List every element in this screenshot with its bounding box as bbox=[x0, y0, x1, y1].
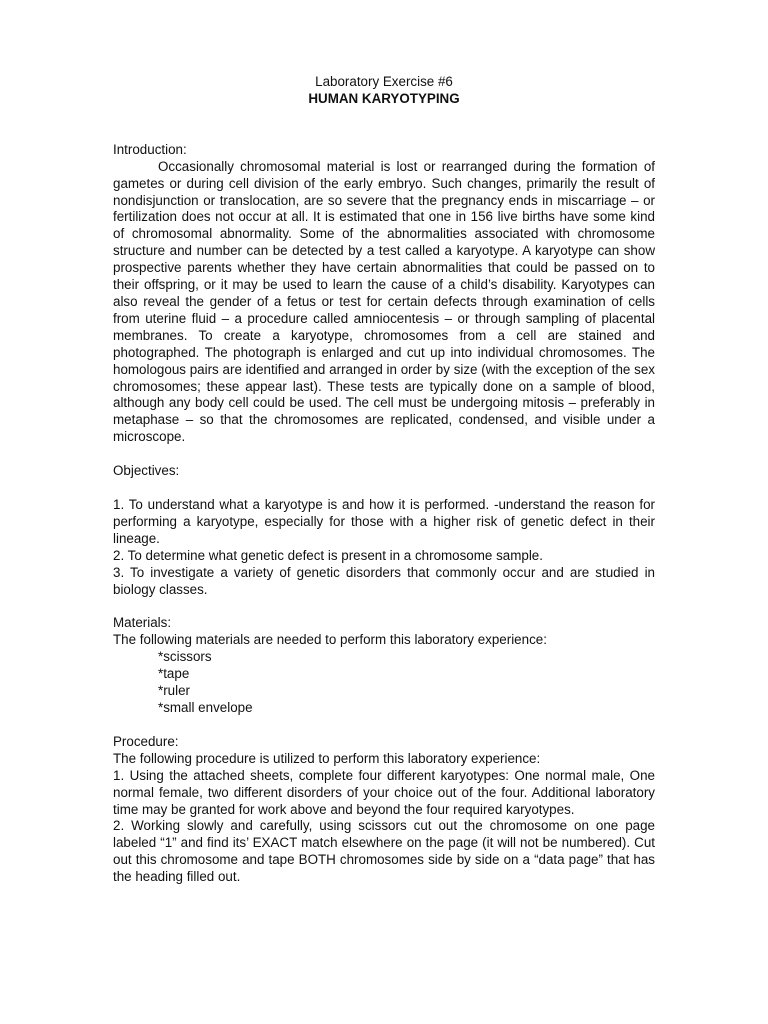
introduction-body: Occasionally chromosomal material is lost or rearranged during the formation of gametes or during cell division of the early embryo. Such changes, primarily the result of nondisjunction or translocation, are so severe that the pregnancy ends in miscarriage – or fertilization does not occur at all. It is estimated that one in 156 live births have some kind of chromosomal abnormality. Some of the abnormalities associated with chromosome structure and number can be detected by a test called a karyotype. A karyotype can show prospective parents whether they have certain abnormalities that could be passed on to their offspring, or it may be used to learn the cause of a child’s disability. Karyotypes can also reveal the gender of a fetus or test for certain defects through examination of cells from uterine fluid – a procedure called amniocentesis – or through sampling of placental membranes. To create a karyotype, chromosomes from a cell are stained and photographed. The photograph is enlarged and cut up into individual chromosomes. The homologous pairs are identified and arranged in order by size (with the exception of the sex chromosomes; these appear last). These tests are typically done on a sample of blood, although any body cell could be used. The cell must be undergoing mitosis – preferably in metaphase – so that the chromosomes are replicated, condensed, and visible under a microscope. bbox=[113, 158, 655, 445]
material-item-tape: *tape bbox=[158, 666, 190, 682]
materials-intro: The following materials are needed to perform this laboratory experience: bbox=[113, 632, 547, 648]
procedure-section bbox=[113, 734, 655, 886]
exercise-number: Laboratory Exercise #6 bbox=[315, 74, 453, 89]
document-title: HUMAN KARYOTYPING bbox=[308, 90, 460, 106]
objective-item-2: 2. To determine what genetic defect is present in a chromosome sample. bbox=[113, 547, 543, 563]
procedure-step-2: 2. Working slowly and carefully, using scissors cut out the chromosome on one page labeled “1” and find its’ EXACT match elsewhere on the page (it will not be numbered). Cut out this chromosome and tape BOTH chromosomes side by side on a “data page” that has the heading filled out. bbox=[113, 818, 655, 885]
material-item-ruler: *ruler bbox=[158, 683, 190, 699]
materials-heading: Materials: bbox=[113, 615, 172, 631]
objective-item-1: 1. To understand what a karyotype is and how it is performed. -understand the reason for performing a karyotype, especially for those with a higher risk of genetic defect in their lineage. bbox=[113, 497, 655, 546]
procedure-heading: Procedure: bbox=[113, 733, 179, 749]
procedure-intro: The following procedure is utilized to perform this laboratory experience: bbox=[113, 750, 541, 766]
introduction-heading: Introduction: bbox=[113, 141, 187, 157]
objectives-section bbox=[113, 463, 655, 598]
introduction-section bbox=[113, 142, 655, 446]
materials-section bbox=[113, 615, 655, 716]
objectives-heading: Objectives: bbox=[113, 463, 180, 479]
title-block bbox=[113, 74, 655, 108]
material-item-envelope: *small envelope bbox=[158, 700, 253, 715]
material-item-scissors: *scissors bbox=[158, 649, 212, 665]
document-page bbox=[113, 74, 655, 886]
objective-item-3: 3. To investigate a variety of genetic disorders that commonly occur and are studied in biology classes. bbox=[113, 564, 655, 597]
procedure-step-1: 1. Using the attached sheets, complete four different karyotypes: One normal male, One normal female, two different disorders of your choice out of the four. Additional laboratory time may be granted for work above and beyond the four required karyotypes. bbox=[113, 767, 655, 817]
